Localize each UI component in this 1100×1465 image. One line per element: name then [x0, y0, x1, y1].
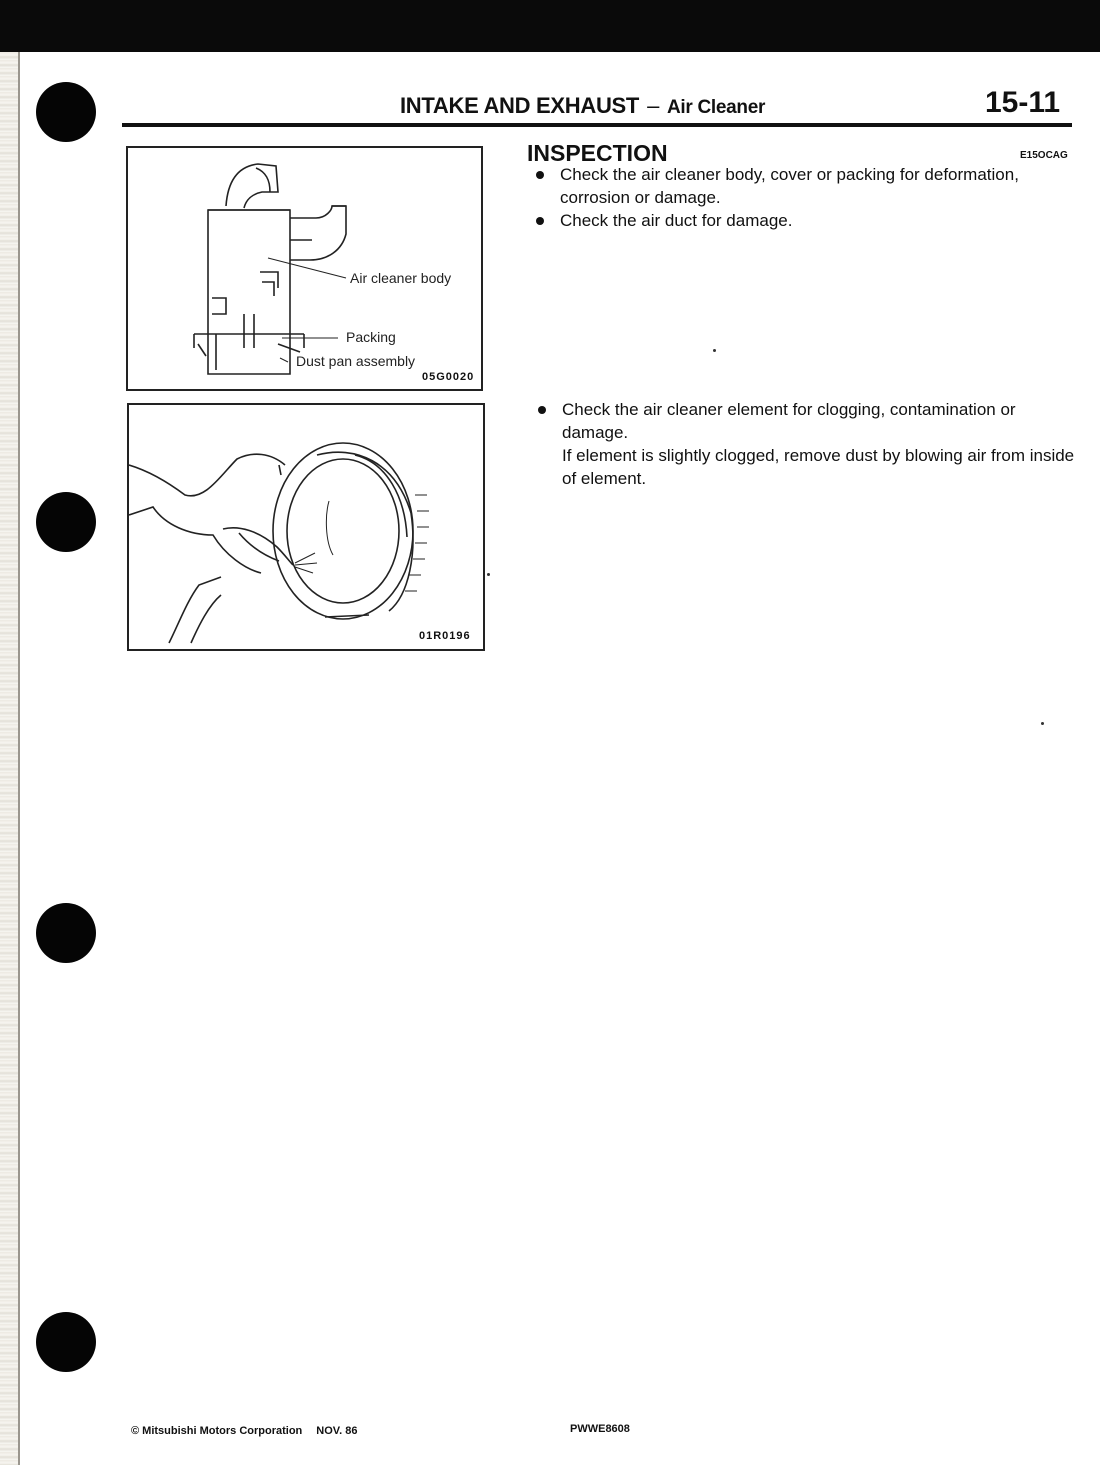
inspection-heading: INSPECTION: [527, 140, 668, 166]
page-number: 15-11: [985, 86, 1061, 119]
scan-speck: [1041, 722, 1044, 725]
inspection-item: [530, 163, 1075, 209]
inspection-item-note: If element is slightly clogged, remove dust by blowing air from inside of element.: [562, 446, 1075, 488]
label-packing: Packing: [346, 329, 396, 345]
subsection-title: Air Cleaner: [667, 97, 766, 118]
inspection-list-lower: [532, 398, 1075, 490]
left-binding-line: [18, 52, 20, 1465]
figure-air-cleaner-assembly: [126, 146, 483, 391]
header-rule: [122, 123, 1072, 127]
punch-hole: [36, 82, 96, 142]
left-page-edge: [0, 52, 20, 1465]
scan-speck: [487, 573, 490, 576]
copyright-text: © Mitsubishi Motors Corporation: [131, 1425, 303, 1437]
element-cleaning-drawing: [129, 405, 483, 649]
bullet-icon: [536, 171, 544, 179]
inspection-code: E15OCAG: [1020, 150, 1068, 161]
figure-code: 01R0196: [419, 630, 471, 642]
punch-hole: [36, 903, 96, 963]
label-air-cleaner-body: Air cleaner body: [350, 270, 452, 286]
footer-date: NOV. 86: [316, 1425, 358, 1437]
inspection-item-text: Check the air cleaner element for clogging, contamination or damage.: [562, 400, 1016, 442]
footer-doc-code: PWWE8608: [570, 1423, 630, 1435]
label-dust-pan-assembly: Dust pan assembly: [296, 353, 416, 369]
page-title: [400, 93, 765, 119]
bullet-icon: [538, 406, 546, 414]
top-scan-band: [0, 0, 1100, 52]
figure-element-cleaning: [127, 403, 485, 651]
punch-hole: [36, 492, 96, 552]
inspection-list-upper: [530, 163, 1075, 232]
punch-hole: [36, 1312, 96, 1372]
scan-speck: [713, 349, 716, 352]
inspection-item: [530, 209, 1075, 232]
figure-code: 05G0020: [422, 371, 475, 383]
section-title: INTAKE AND EXHAUST: [400, 93, 640, 118]
footer-copyright: [131, 1425, 357, 1437]
inspection-item-text: Check the air duct for damage.: [560, 211, 793, 230]
inspection-item-text: Check the air cleaner body, cover or packing for deformation, corrosion or damage.: [560, 165, 1019, 207]
inspection-item: [532, 398, 1075, 490]
bullet-icon: [536, 217, 544, 225]
title-separator: –: [647, 93, 659, 118]
